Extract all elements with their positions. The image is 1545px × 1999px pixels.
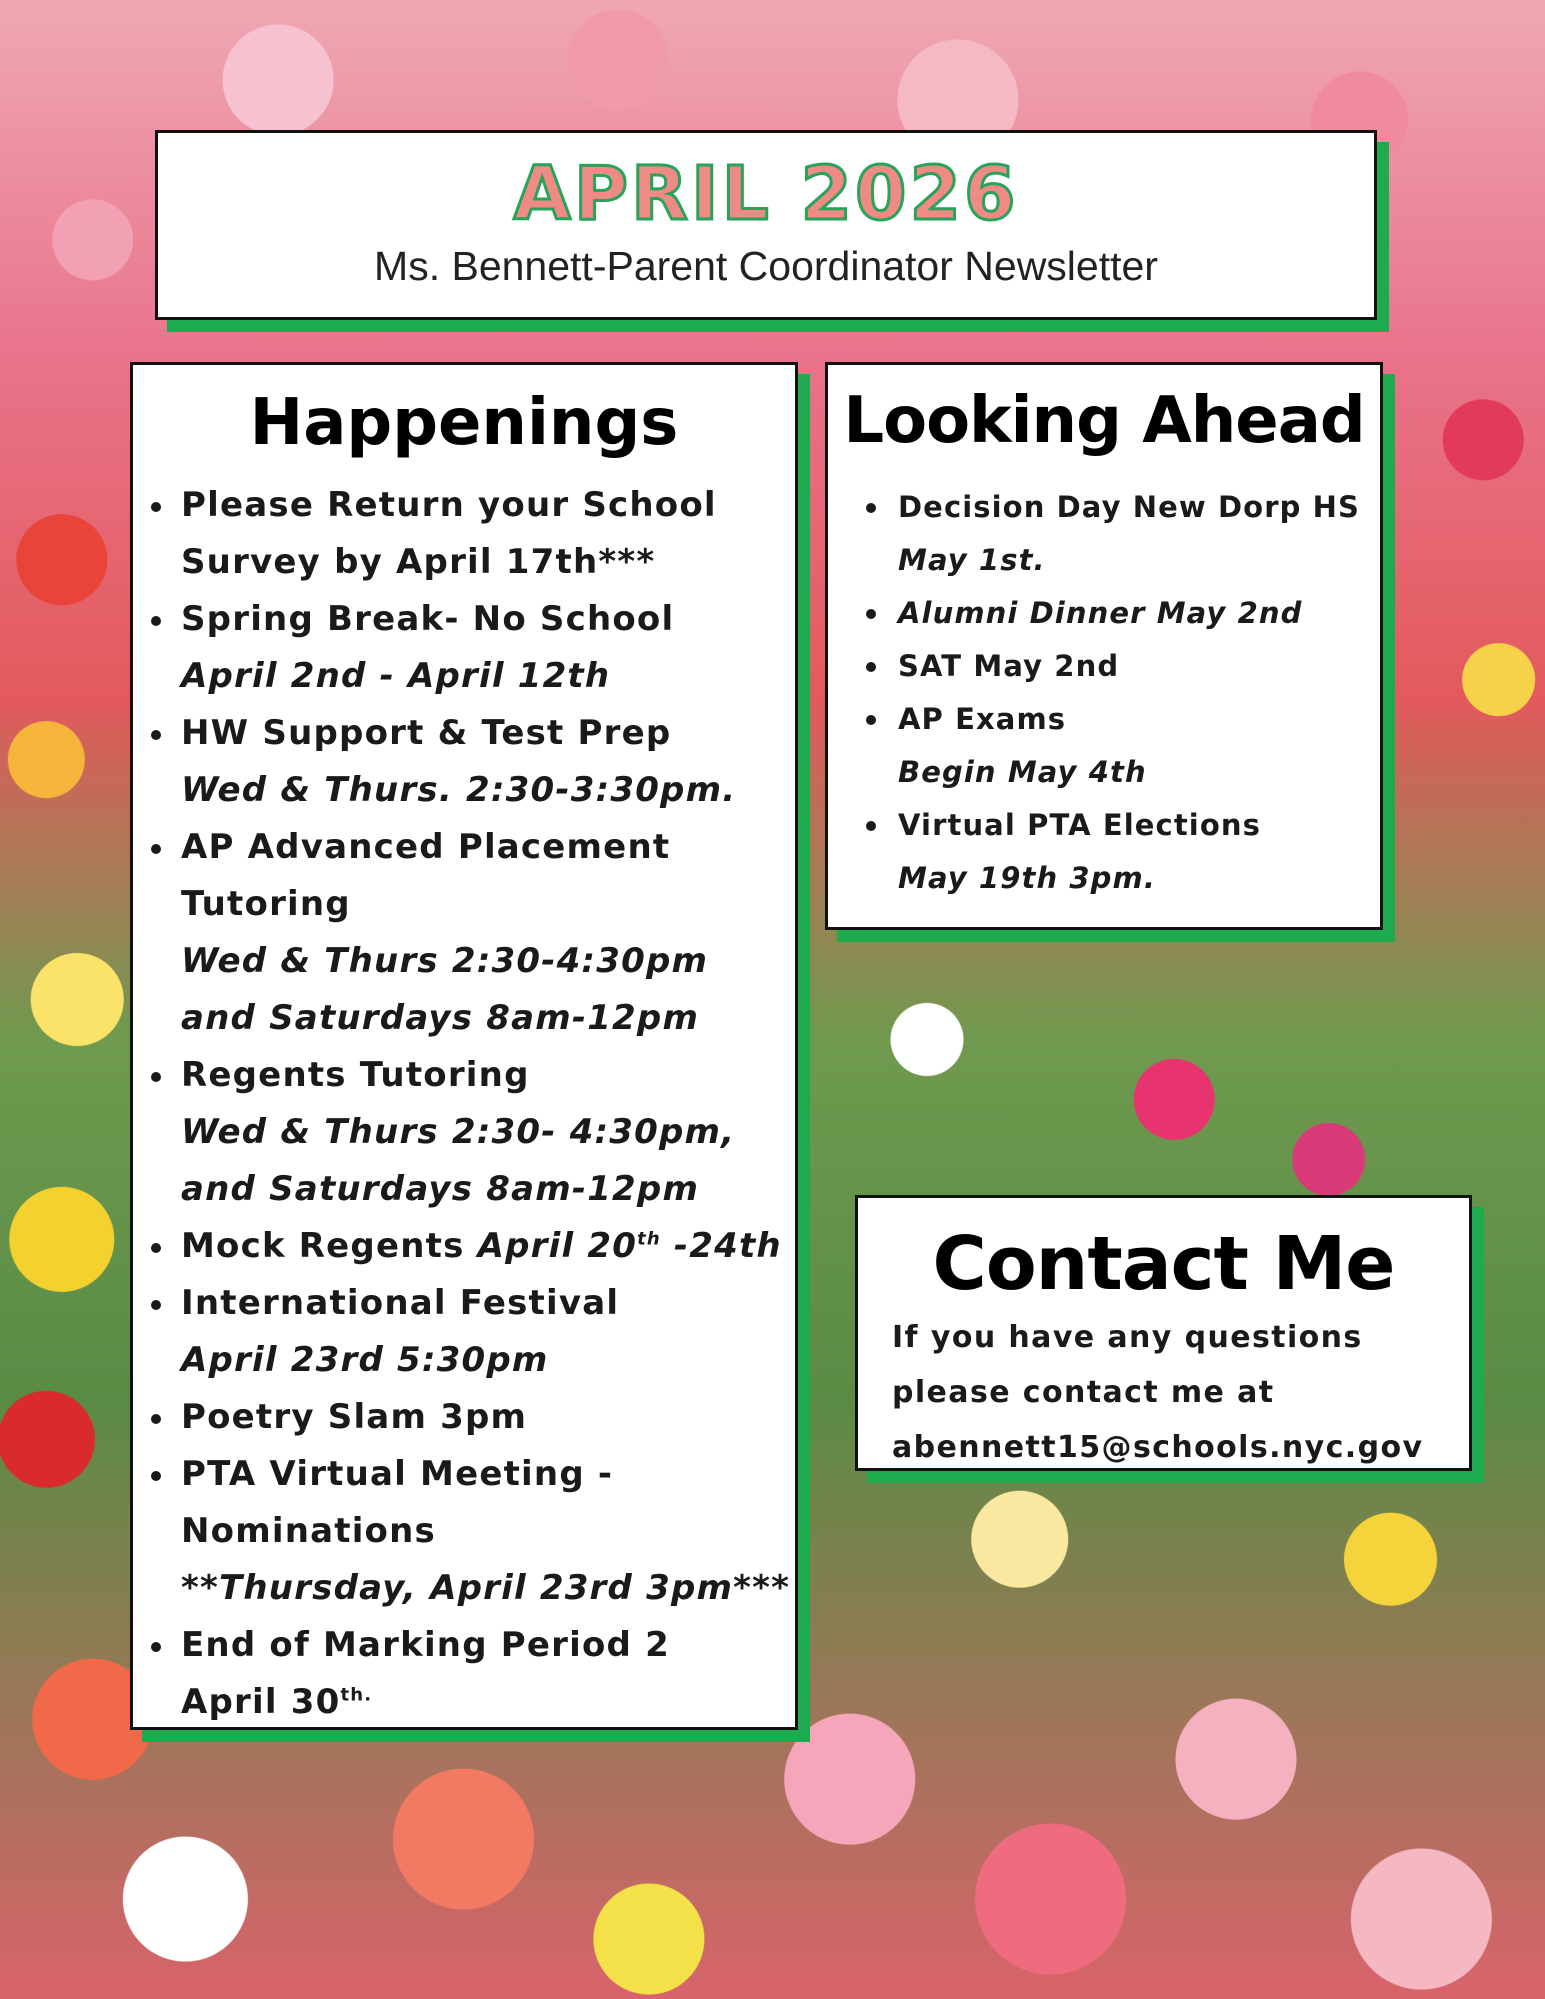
item-detail: April 23rd 5:30pm	[181, 1340, 549, 1380]
item-detail: Wed & Thurs 2:30-4:30pm	[181, 941, 709, 981]
item-text: Virtual PTA Elections	[898, 808, 1261, 842]
item-text: PTA Virtual Meeting -	[181, 1454, 614, 1494]
newsletter-month-title: APRIL 2026	[513, 151, 1019, 237]
item-detail: **Thursday, April 23rd 3pm***	[181, 1568, 791, 1608]
item-text: Spring Break- No School	[181, 599, 675, 639]
item-detail-date: April 20	[477, 1226, 638, 1266]
contact-line: If you have any questions	[892, 1320, 1363, 1355]
item-detail: April 2nd - April 12th	[181, 656, 611, 696]
item-detail: Wed & Thurs 2:30- 4:30pm,	[181, 1112, 736, 1152]
item-detail-date: April 30	[181, 1682, 341, 1722]
list-item	[181, 1218, 795, 1275]
list-item	[181, 1617, 795, 1731]
item-detail: Wed & Thurs. 2:30-3:30pm.	[181, 770, 737, 810]
contact-panel	[855, 1195, 1472, 1471]
item-detail-sup: th	[637, 1228, 661, 1250]
list-item	[181, 1275, 795, 1389]
item-detail: Begin May 4th	[898, 755, 1147, 789]
item-detail: and Saturdays 8am-12pm	[181, 1169, 700, 1209]
item-text: International Festival	[181, 1283, 620, 1323]
item-text: Regents Tutoring	[181, 1055, 530, 1095]
title-box	[155, 130, 1377, 320]
item-text: Mock Regents	[181, 1226, 465, 1266]
item-text: Poetry Slam 3pm	[181, 1397, 528, 1437]
list-item	[898, 799, 1380, 905]
item-text: Tutoring	[181, 884, 351, 924]
happenings-panel	[130, 362, 798, 1730]
item-detail: and Saturdays 8am-12pm	[181, 998, 700, 1038]
item-text: Please Return your School	[181, 485, 717, 525]
list-item	[181, 1047, 795, 1218]
item-text: End of Marking Period 2	[181, 1625, 670, 1665]
item-detail: Alumni Dinner May 2nd	[898, 596, 1303, 630]
item-detail-sup: th.	[340, 1684, 373, 1706]
list-item	[181, 477, 795, 591]
list-item	[181, 819, 795, 1047]
contact-heading: Contact Me	[932, 1221, 1395, 1307]
list-item	[181, 1389, 795, 1446]
item-detail-date-end: -24th	[660, 1226, 782, 1266]
item-text: AP Exams	[898, 702, 1067, 736]
newsletter-subtitle: Ms. Bennett-Parent Coordinator Newsletter	[374, 243, 1158, 289]
list-item	[181, 705, 795, 819]
looking-ahead-list	[828, 481, 1380, 905]
item-text: AP Advanced Placement	[181, 827, 671, 867]
item-text: Nominations	[181, 1511, 436, 1551]
happenings-list	[133, 477, 795, 1731]
contact-line: please contact me at	[892, 1375, 1275, 1410]
list-item	[181, 1446, 795, 1617]
item-detail: May 19th 3pm.	[898, 861, 1156, 895]
item-text: Survey by April 17th***	[181, 542, 656, 582]
item-text: HW Support & Test Prep	[181, 713, 672, 753]
item-detail	[181, 1682, 372, 1722]
looking-ahead-heading: Looking Ahead	[843, 384, 1365, 458]
list-item	[898, 693, 1380, 799]
list-item	[898, 481, 1380, 587]
happenings-heading: Happenings	[249, 386, 679, 460]
list-item	[181, 591, 795, 705]
contact-text	[858, 1310, 1469, 1475]
item-detail	[478, 1226, 782, 1266]
looking-ahead-panel	[825, 362, 1383, 930]
item-text: SAT May 2nd	[898, 649, 1120, 683]
contact-email[interactable]: abennett15@schools.nyc.gov	[892, 1430, 1424, 1465]
item-text: Decision Day New Dorp HS	[898, 490, 1361, 524]
list-item	[898, 640, 1380, 693]
list-item	[898, 587, 1380, 640]
item-detail: May 1st.	[898, 543, 1046, 577]
